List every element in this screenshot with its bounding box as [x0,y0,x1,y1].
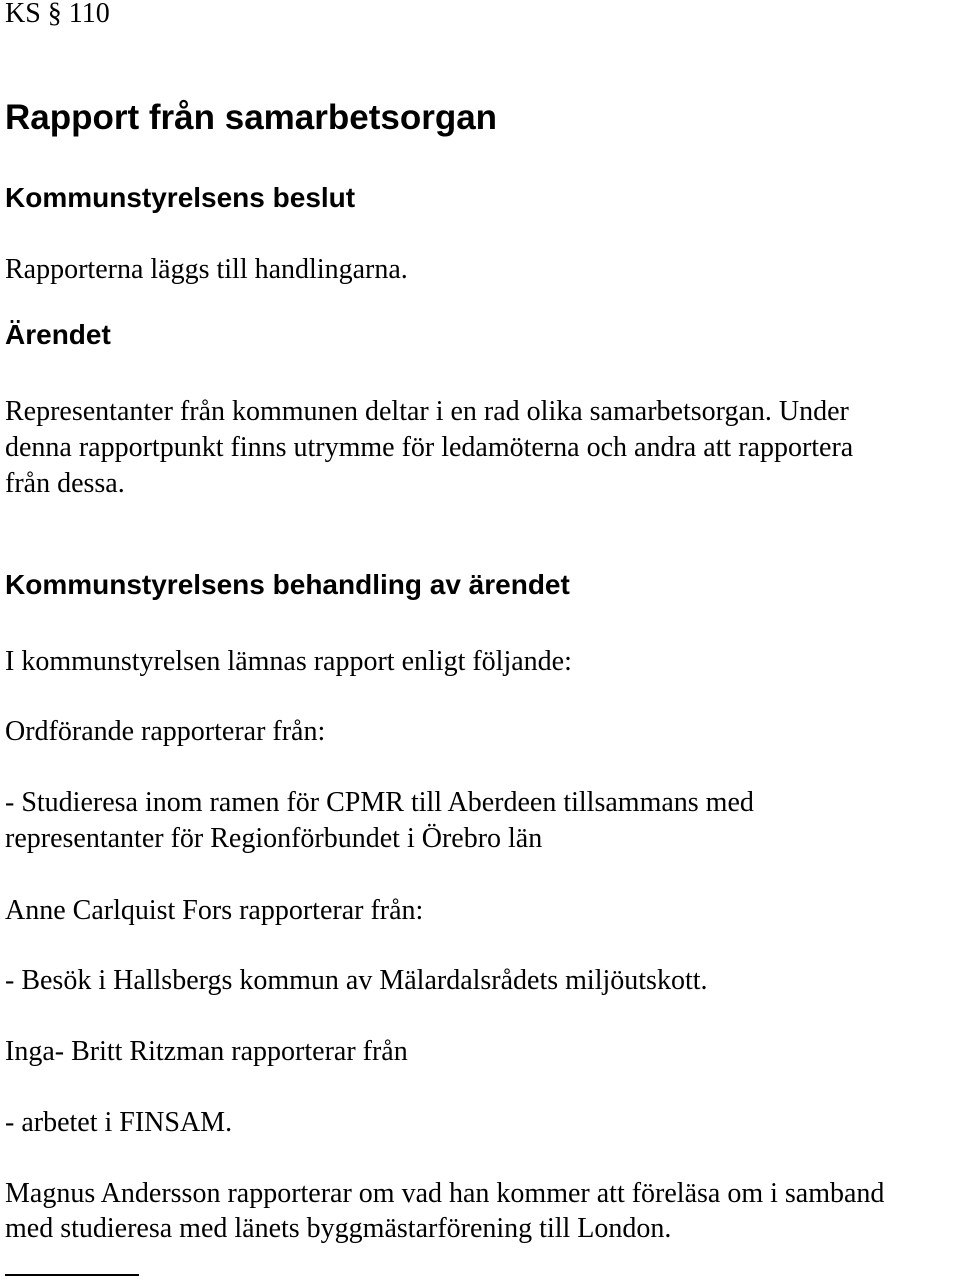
decision-heading: Kommunstyrelsens beslut [5,182,356,213]
closing-line-2: med studieresa med länets byggmästarförening till London. [5,1213,672,1244]
matter-line-2: denna rapportpunkt finns utrymme för ledamöterna och andra att rapportera [5,432,854,463]
report-item-line-2: representanter för Regionförbundet i Örebro län [5,823,543,854]
report-item-line: - arbetet i FINSAM. [5,1107,233,1138]
matter-line-1: Representanter från kommunen deltar i en rad olika samarbetsorgan. Under [5,396,849,427]
treatment-intro: I kommunstyrelsen lämnas rapport enligt följande: [5,646,572,677]
closing-line-1: Magnus Andersson rapporterar om vad han kommer att föreläsa om i samband [5,1178,885,1209]
matter-heading: Ärendet [5,319,111,350]
report-item-line: - Besök i Hallsbergs kommun av Mälardalsrådets miljöutskott. [5,965,708,996]
page-title: Rapport från samarbetsorgan [5,98,498,137]
footnote-rule [5,1274,139,1276]
reporter-anne-carlquist-fors: Anne Carlquist Fors rapporterar från: [5,895,424,926]
report-item-line-1: - Studieresa inom ramen för CPMR till Aberdeen tillsammans med [5,787,754,818]
reporter-chair: Ordförande rapporterar från: [5,716,326,747]
decision-text: Rapporterna läggs till handlingarna. [5,254,408,285]
reporter-inga-britt-ritzman: Inga- Britt Ritzman rapporterar från [5,1036,408,1067]
matter-line-3: från dessa. [5,468,125,499]
section-reference: KS § 110 [5,0,110,29]
treatment-heading: Kommunstyrelsens behandling av ärendet [5,569,570,600]
